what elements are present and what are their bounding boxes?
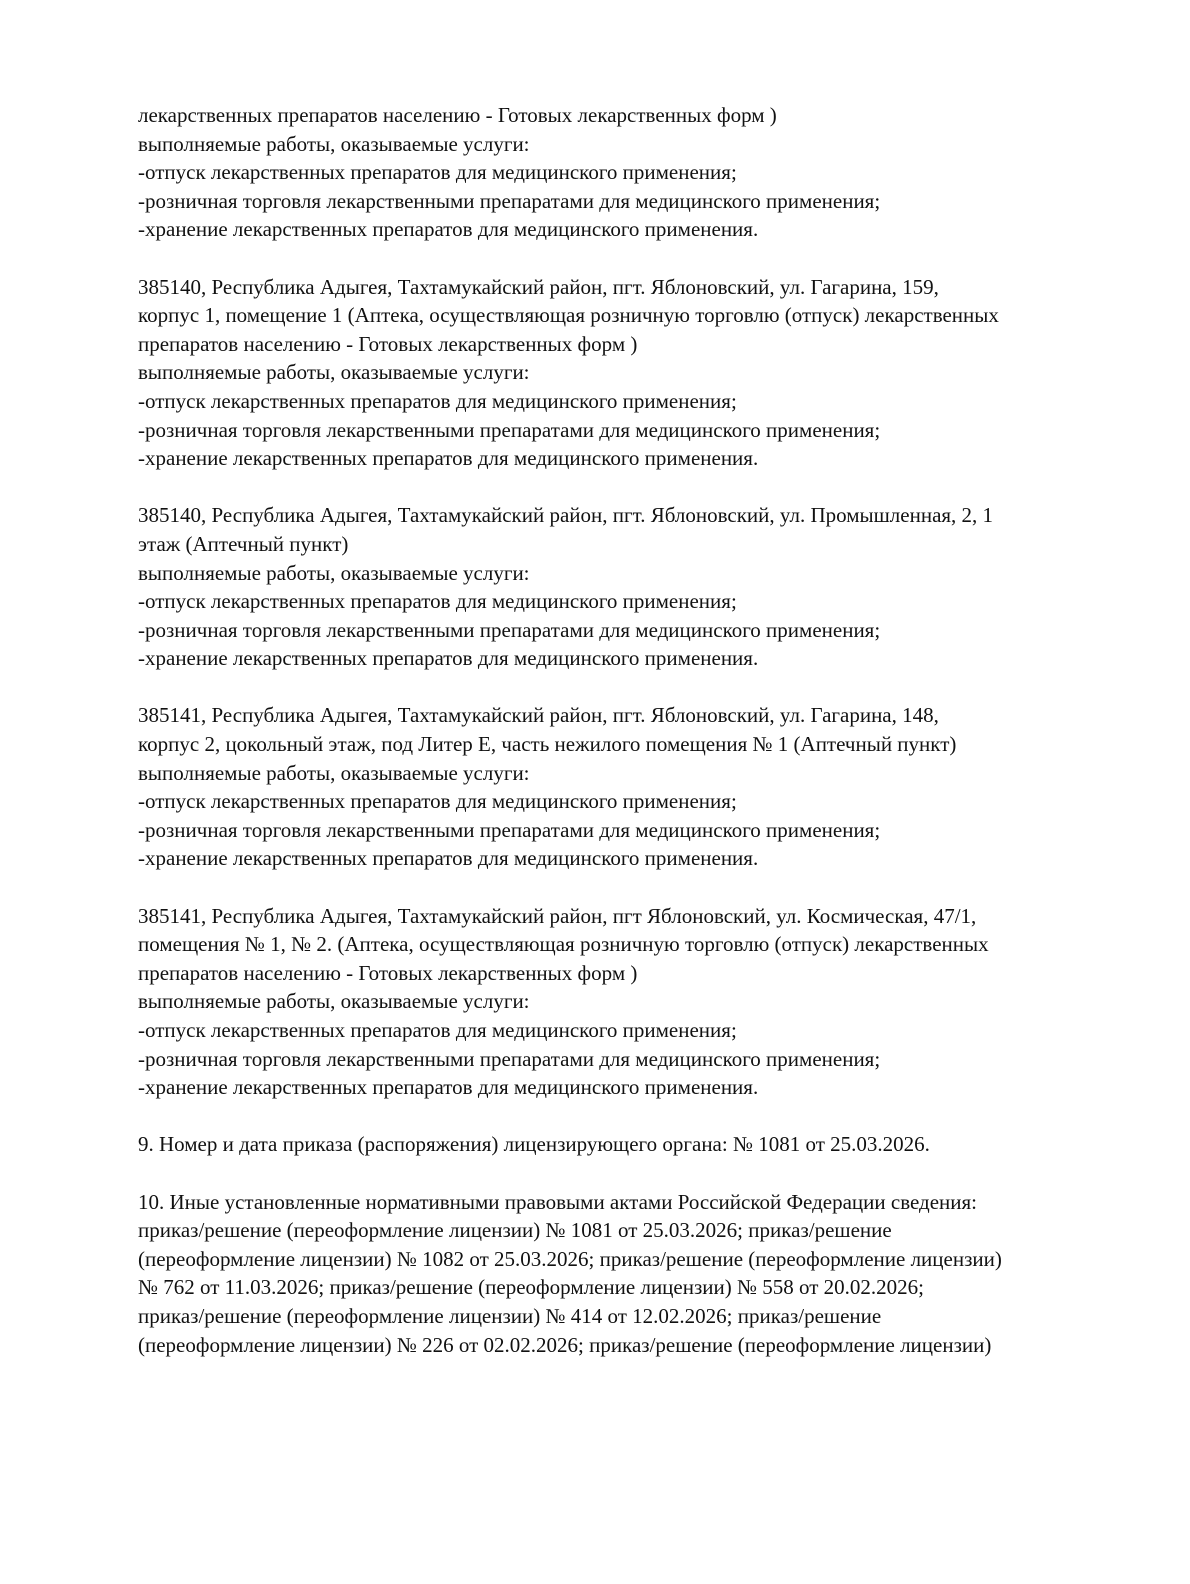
- text-line: № 762 от 11.03.2026; приказ/решение (переоформление лицензии) № 558 от 20.02.2026;: [138, 1275, 925, 1300]
- text-line: 9. Номер и дата приказа (распоряжения) лицензирующего органа: № 1081 от 25.03.2026.: [138, 1132, 930, 1157]
- text-line: приказ/решение (переоформление лицензии) № 1081 от 25.03.2026; приказ/решение: [138, 1218, 892, 1243]
- text-line: выполняемые работы, оказываемые услуги:: [138, 560, 530, 585]
- text-line: корпус 1, помещение 1 (Аптека, осуществляющая розничную торговлю (отпуск) лекарственных: [138, 303, 999, 328]
- paragraph-address-gagarina-159: [138, 273, 1138, 473]
- text-line: -отпуск лекарственных препаратов для медицинского применения;: [138, 789, 737, 814]
- text-line: выполняемые работы, оказываемые услуги:: [138, 360, 530, 385]
- paragraph-services-continuation: [138, 101, 1138, 244]
- text-line: 385140, Республика Адыгея, Тахтамукайский район, пгт. Яблоновский, ул. Гагарина, 159,: [138, 274, 939, 299]
- text-line: 385141, Республика Адыгея, Тахтамукайский район, пгт Яблоновский, ул. Космическая, 47/1,: [138, 903, 977, 928]
- text-line: -розничная торговля лекарственными препаратами для медицинского применения;: [138, 188, 881, 213]
- text-line: 385141, Республика Адыгея, Тахтамукайский район, пгт. Яблоновский, ул. Гагарина, 148,: [138, 703, 939, 728]
- paragraph-order-number-date: [138, 1130, 1138, 1159]
- paragraph-address-promyshlennaya-2: [138, 501, 1138, 673]
- text-line: 10. Иные установленные нормативными правовыми актами Российской Федерации сведения:: [138, 1189, 978, 1214]
- text-line: (переоформление лицензии) № 226 от 02.02.2026; приказ/решение (переоформление лицензии): [138, 1332, 992, 1357]
- text-line: этаж (Аптечный пункт): [138, 531, 349, 556]
- text-line: корпус 2, цокольный этаж, под Литер Е, часть нежилого помещения № 1 (Аптечный пункт): [138, 732, 957, 757]
- text-line: выполняемые работы, оказываемые услуги:: [138, 989, 530, 1014]
- paragraph-address-gagarina-148: [138, 701, 1138, 873]
- text-line: -отпуск лекарственных препаратов для медицинского применения;: [138, 1018, 737, 1042]
- text-line: -отпуск лекарственных препаратов для медицинского применения;: [138, 589, 737, 614]
- paragraph-other-information: [138, 1188, 1138, 1360]
- text-line: -отпуск лекарственных препаратов для медицинского применения;: [138, 160, 737, 185]
- text-line: -хранение лекарственных препаратов для медицинского применения.: [138, 446, 759, 471]
- text-line: -хранение лекарственных препаратов для медицинского применения.: [138, 846, 759, 871]
- text-line: -хранение лекарственных препаратов для медицинского применения.: [138, 1075, 759, 1100]
- text-line: -розничная торговля лекарственными препаратами для медицинского применения;: [138, 417, 881, 442]
- text-line: приказ/решение (переоформление лицензии) № 414 от 12.02.2026; приказ/решение: [138, 1303, 882, 1328]
- text-line: выполняемые работы, оказываемые услуги:: [138, 131, 530, 156]
- text-line: (переоформление лицензии) № 1082 от 25.03.2026; приказ/решение (переоформление лицензии): [138, 1246, 1002, 1271]
- text-line: препаратов населению - Готовых лекарственных форм ): [138, 331, 638, 356]
- text-line: -отпуск лекарственных препаратов для медицинского применения;: [138, 388, 737, 413]
- text-line: -хранение лекарственных препаратов для медицинского применения.: [138, 646, 759, 671]
- paragraph-address-kosmicheskaya-47: [138, 902, 1138, 1102]
- text-line: -розничная торговля лекарственными препаратами для медицинского применения;: [138, 817, 881, 842]
- text-line: 385140, Республика Адыгея, Тахтамукайский район, пгт. Яблоновский, ул. Промышленная, 2, 1: [138, 503, 994, 528]
- text-line: лекарственных препаратов населению - Готовых лекарственных форм ): [138, 103, 777, 127]
- text-line: -хранение лекарственных препаратов для медицинского применения.: [138, 217, 759, 242]
- text-line: препаратов населению - Готовых лекарственных форм ): [138, 960, 638, 985]
- document-body: [138, 101, 1138, 1388]
- text-line: -розничная торговля лекарственными препаратами для медицинского применения;: [138, 617, 881, 642]
- text-line: помещения № 1, № 2. (Аптека, осуществляющая розничную торговлю (отпуск) лекарственных: [138, 932, 989, 957]
- text-line: выполняемые работы, оказываемые услуги:: [138, 760, 530, 785]
- text-line: -розничная торговля лекарственными препаратами для медицинского применения;: [138, 1046, 881, 1071]
